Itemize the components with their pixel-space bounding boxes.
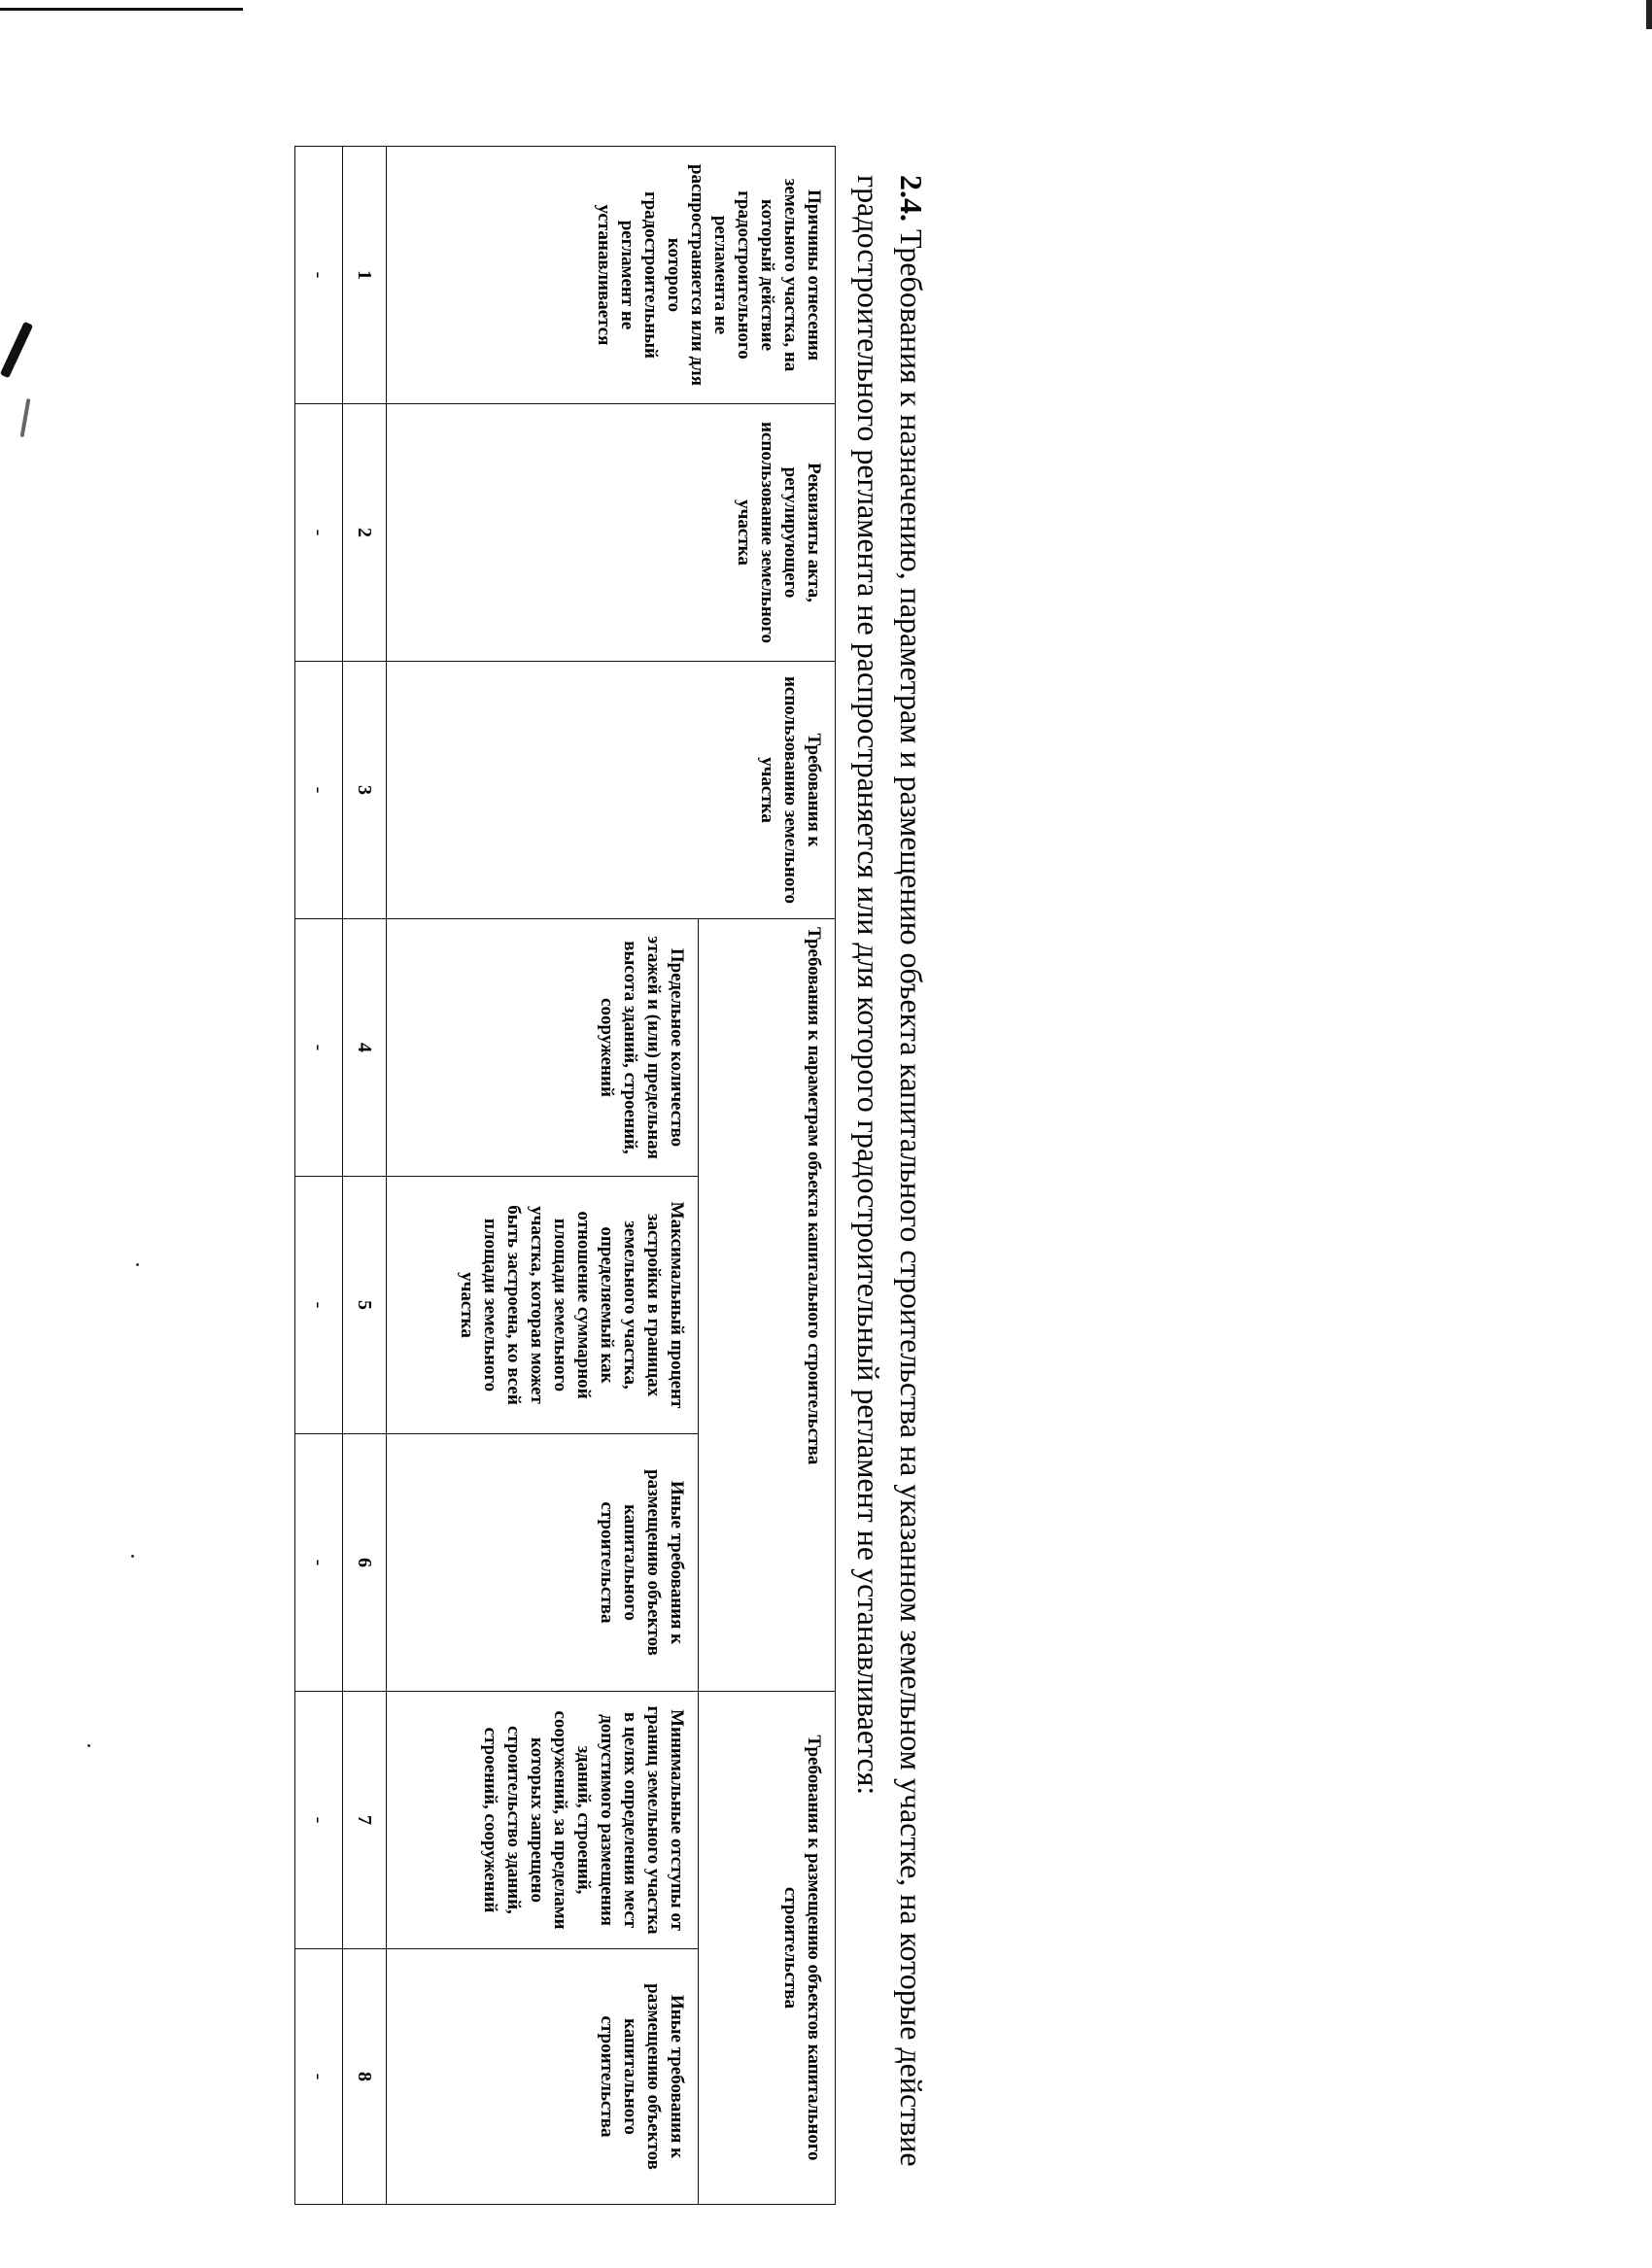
header-max-coverage: Максимальный процент застройки в границах земельного участка, определяемый как отношение суммарной площади земельного участка, которая может быть застроена, ко всей площади земельного участка (387, 1177, 699, 1434)
scan-dot (87, 1744, 90, 1747)
column-number: 3 (343, 662, 387, 919)
header-other-placement: Иные требования к размещению объектов капитального строительства (387, 1949, 699, 2205)
table-cell: - (295, 1177, 343, 1434)
header-min-setbacks: Минимальные отступы от границ земельного участка в целях определения мест допустимого размещения зданий, строений, сооружений, за пределами которых запрещено строительство зданий, строений, сооружений (387, 1692, 699, 1949)
table-cell: - (295, 662, 343, 919)
header-act-details: Реквизиты акта, регулирующего использование земельного участка (387, 404, 836, 662)
scan-mark (20, 398, 31, 437)
scan-dot (131, 1555, 134, 1558)
header-other-params: Иные требования к размещению объектов капитального строительства (387, 1434, 699, 1692)
column-number: 4 (343, 919, 387, 1177)
table-cell: - (295, 1949, 343, 2205)
column-number: 1 (343, 147, 387, 404)
scan-mark (0, 322, 33, 379)
rotated-page (185, 146, 933, 2206)
column-number: 8 (343, 1949, 387, 2205)
table-cell: - (295, 1692, 343, 1949)
column-number: 5 (343, 1177, 387, 1434)
header-row-1 (699, 147, 836, 2205)
requirements-table (294, 146, 836, 2205)
table-cell: - (295, 147, 343, 404)
section-heading (847, 175, 933, 2167)
table-cell: - (295, 919, 343, 1177)
column-number: 7 (343, 1692, 387, 1949)
section-number: 2.4. (894, 175, 929, 222)
top-rule (0, 8, 243, 11)
column-number: 6 (343, 1434, 387, 1692)
header-floors-height: Предельное количество этажей и (или) предельная высота зданий, строений, сооружений (387, 919, 699, 1177)
header-reason: Причины отнесения земельного участка, на который действие градостроительного регламента не распространяется или для которого градостроительный регламент не устанавливается (387, 147, 836, 404)
header-group-parameters: Требования к параметрам объекта капитального строительства (699, 919, 836, 1692)
section-title: Требования к назначению, параметрам и размещению объекта капитального строительства на указанном земельном участке, на которые действие градостроительного регламента не распространяется или для которого градостроительный регламент не устанавливается: (851, 175, 929, 2167)
header-group-placement: Требования к размещению объектов капитального строительства (699, 1692, 836, 2205)
column-number: 2 (343, 404, 387, 662)
column-number-row (343, 147, 387, 2205)
value-row (295, 147, 343, 2205)
scan-dot (136, 1263, 139, 1266)
edge-mark (1646, 0, 1652, 29)
table-cell: - (295, 1434, 343, 1692)
table-cell: - (295, 404, 343, 662)
header-land-use: Требования к использованию земельного участка (387, 662, 836, 919)
